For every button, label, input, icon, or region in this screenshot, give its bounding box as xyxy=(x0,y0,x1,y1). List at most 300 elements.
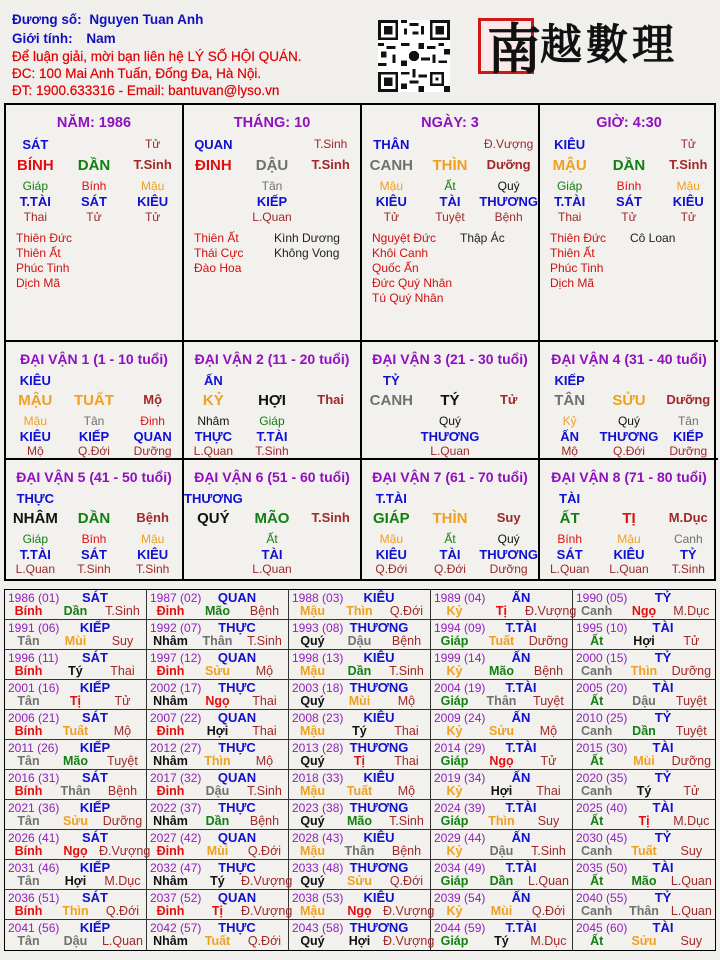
year-cell[interactable] xyxy=(573,830,715,859)
hidden-stem: Kỷ xyxy=(562,414,577,428)
year-branch: Dậu xyxy=(63,934,88,948)
hidden-ten-god: KIÊU xyxy=(613,547,645,562)
year-stem-branch-row xyxy=(573,724,715,738)
year-label: 2014 (29) xyxy=(434,741,486,755)
year-cell[interactable] xyxy=(147,710,289,739)
year-label: 1990 (05) xyxy=(576,591,628,605)
year-stem: Tân xyxy=(17,814,40,828)
year-branch: Thìn xyxy=(346,604,373,618)
year-phase: Thai xyxy=(394,724,419,738)
year-cell[interactable] xyxy=(431,830,573,859)
year-label: 2030 (45) xyxy=(576,831,628,845)
year-branch: Dần xyxy=(63,604,88,618)
year-phase: Mộ xyxy=(113,724,132,738)
year-ten-god: KIÊU xyxy=(363,710,395,725)
year-phase: Mộ xyxy=(397,694,416,708)
year-phase: Tử xyxy=(683,784,700,798)
hidden-stem: Bính xyxy=(81,179,107,193)
year-label: 2029 (44) xyxy=(434,831,486,845)
year-branch: Thìn xyxy=(62,904,89,918)
hidden-stem: Canh xyxy=(673,532,703,546)
earthly-branch: DẦN xyxy=(77,510,111,527)
year-branch: Sửu xyxy=(62,814,88,828)
year-stem: Bính xyxy=(14,664,43,678)
hidden-stem: Bính xyxy=(81,532,107,546)
year-phase: Q.Đới xyxy=(389,874,424,888)
hidden-phase: Tuyệt xyxy=(435,210,465,224)
year-cell[interactable] xyxy=(289,740,431,769)
year-phase: Tử xyxy=(114,694,131,708)
year-ten-god: QUAN xyxy=(217,830,257,845)
year-stem-branch-row xyxy=(431,814,572,828)
year-cell[interactable] xyxy=(5,740,147,769)
year-branch: Tý xyxy=(352,724,367,738)
year-stem-branch-row xyxy=(431,724,572,738)
year-branch: Dậu xyxy=(205,784,230,798)
year-stem-branch-row xyxy=(289,934,435,948)
year-phase: Suy xyxy=(537,814,560,828)
year-ten-god: SÁT xyxy=(82,830,108,845)
year-cell[interactable] xyxy=(5,830,151,859)
year-cell[interactable] xyxy=(573,860,715,889)
year-branch: Tị xyxy=(69,694,82,708)
luck-pillar-cell-1[interactable] xyxy=(6,342,184,460)
year-stem: Đinh xyxy=(156,904,185,918)
year-stem-branch-row xyxy=(289,904,435,918)
pillar-title: THÁNG: 10 xyxy=(233,115,311,131)
hidden-phases-row xyxy=(184,562,360,576)
earthly-branch: THÌN xyxy=(432,510,468,527)
year-phase: Mộ xyxy=(539,724,558,738)
year-cell[interactable] xyxy=(5,770,147,799)
year-cell[interactable] xyxy=(289,770,431,799)
ten-god: KIÊU xyxy=(19,373,51,388)
luck-pillar-cell-5[interactable] xyxy=(6,460,184,581)
year-branch: Mùi xyxy=(206,844,229,858)
hidden-phases-row xyxy=(540,210,718,224)
year-cell[interactable] xyxy=(289,830,431,859)
year-phase: Bệnh xyxy=(533,664,564,678)
bad-star: Không Vong xyxy=(274,246,340,260)
hidden-ten-god: KIÊU xyxy=(672,194,704,209)
year-branch: Mùi xyxy=(64,634,87,648)
year-phase: Suy xyxy=(111,634,134,648)
year-stem-branch-row xyxy=(431,784,572,798)
ten-god-row xyxy=(540,491,718,506)
year-ten-god: ẤN xyxy=(511,890,531,905)
year-cell[interactable] xyxy=(147,830,289,859)
hidden-stem: Tân xyxy=(261,179,283,193)
year-phase: T.Sinh xyxy=(389,664,424,678)
year-cell[interactable] xyxy=(147,860,293,889)
hidden-ten-god: TỶ xyxy=(679,547,697,562)
year-label: 2022 (37) xyxy=(150,801,202,815)
year-cell[interactable] xyxy=(573,650,715,679)
year-cell[interactable] xyxy=(431,710,573,739)
year-branch: Ngọ xyxy=(347,904,372,918)
year-cell[interactable] xyxy=(147,920,289,950)
year-cell[interactable] xyxy=(289,890,435,919)
year-ten-god: TỶ xyxy=(654,830,672,845)
year-label: 2020 (35) xyxy=(576,771,628,785)
heavenly-stem: MẬU xyxy=(552,157,587,174)
year-cell[interactable] xyxy=(573,680,715,709)
year-label: 2031 (46) xyxy=(8,861,60,875)
year-phase: Dưỡng xyxy=(102,814,143,828)
year-ten-god: TÀI xyxy=(652,860,674,875)
hidden-phase: Bệnh xyxy=(494,210,523,224)
year-stem: Quý xyxy=(300,814,325,828)
year-branch: Tị xyxy=(638,814,650,828)
stem-branch-row xyxy=(184,510,360,527)
year-ten-god: KIÊU xyxy=(363,590,395,605)
year-phase: Bệnh xyxy=(107,784,138,798)
growth-phase: Dưỡng xyxy=(666,392,711,407)
year-cell[interactable] xyxy=(5,860,147,889)
year-branch: Sửu xyxy=(631,934,657,948)
gender-line xyxy=(12,29,301,48)
year-label: 2037 (52) xyxy=(150,891,202,905)
hidden-stem: Giáp xyxy=(556,179,583,193)
year-phase: Tuyệt xyxy=(675,724,707,738)
luck-pillar-cell-3[interactable] xyxy=(362,342,540,460)
year-stem: Tân xyxy=(17,874,40,888)
ten-god-row xyxy=(362,373,538,388)
year-cell[interactable] xyxy=(289,860,431,889)
year-cell[interactable] xyxy=(573,590,715,619)
year-stem-branch-row xyxy=(147,904,293,918)
qr-code-icon[interactable] xyxy=(378,20,450,92)
year-cell[interactable] xyxy=(5,650,147,679)
earthly-branch: TÝ xyxy=(440,392,460,409)
good-star: Phúc Tinh xyxy=(16,261,70,275)
good-star: Nguyệt Đức xyxy=(372,231,437,245)
year-cell[interactable] xyxy=(431,920,573,950)
year-label: 2010 (25) xyxy=(576,711,628,725)
year-stem-branch-row xyxy=(431,844,572,858)
year-cell[interactable] xyxy=(5,800,147,829)
year-cell[interactable] xyxy=(147,800,289,829)
earthly-branch: HỢI xyxy=(258,392,286,409)
hidden-stems-row xyxy=(362,532,538,546)
year-stem: Canh xyxy=(581,904,613,918)
good-star: Thiên Ất xyxy=(550,246,595,260)
year-branch: Tý xyxy=(494,934,509,948)
year-cell[interactable] xyxy=(573,620,715,649)
earthly-branch: TUẤT xyxy=(73,392,114,409)
year-cell[interactable] xyxy=(431,770,573,799)
year-cell[interactable] xyxy=(431,680,573,709)
year-ten-god: TỶ xyxy=(654,590,672,605)
year-stem-branch-row xyxy=(573,634,715,648)
year-stem: Quý xyxy=(300,874,325,888)
luck-pillar-cell-2[interactable] xyxy=(184,342,362,460)
hidden-ten-god: THƯƠNG xyxy=(599,429,659,444)
ten-god-row xyxy=(6,373,182,388)
good-star: Thiên Ất xyxy=(194,231,239,245)
hidden-stems-row xyxy=(6,414,182,428)
year-cell[interactable] xyxy=(431,740,573,769)
hidden-stem: Quý xyxy=(497,179,520,193)
year-cell[interactable] xyxy=(5,590,147,619)
year-ten-god: TỶ xyxy=(654,710,672,725)
year-row xyxy=(5,680,715,710)
year-branch: Dần xyxy=(205,814,230,828)
year-label: 2016 (31) xyxy=(8,771,60,785)
year-stem-branch-row xyxy=(573,604,715,618)
year-phase: Bệnh xyxy=(249,604,280,618)
year-cell[interactable] xyxy=(431,650,573,679)
year-ten-god: ẤN xyxy=(511,830,531,845)
year-cell[interactable] xyxy=(431,620,573,649)
year-stem: Canh xyxy=(581,604,613,618)
luck-pillar-cell-4[interactable] xyxy=(540,342,718,460)
year-cell[interactable] xyxy=(431,890,573,919)
year-branch: Thân xyxy=(202,634,233,648)
year-stem-branch-row xyxy=(431,874,572,888)
hidden-ten-god: KIẾP xyxy=(256,194,288,209)
year-branch: Thân xyxy=(344,844,375,858)
year-cell[interactable] xyxy=(147,590,289,619)
hidden-gods-row xyxy=(6,429,182,444)
pillar-title: NGÀY: 3 xyxy=(421,115,479,131)
luck-pillar-cell-8[interactable] xyxy=(540,460,718,581)
year-label: 2017 (32) xyxy=(150,771,202,785)
hidden-phase: Tử xyxy=(680,210,696,224)
year-stem: Kỷ xyxy=(446,604,463,618)
year-phase: L.Quan xyxy=(670,904,712,918)
year-ten-god: THỰC xyxy=(218,800,256,815)
year-label: 2023 (38) xyxy=(292,801,344,815)
year-cell[interactable] xyxy=(289,710,431,739)
heavenly-stem: ĐINH xyxy=(194,157,232,174)
year-branch: Tị xyxy=(495,604,508,618)
hidden-ten-god: T.TÀI xyxy=(19,547,51,562)
pillar-cell-0 xyxy=(6,105,184,342)
heavenly-stem: ẤT xyxy=(559,510,580,527)
year-row xyxy=(5,890,715,920)
year-ten-god: ẤN xyxy=(511,710,531,725)
year-cell[interactable] xyxy=(147,890,293,919)
luck-pillar-title: ĐẠI VẬN 6 (51 - 60 tuổi) xyxy=(194,469,350,485)
year-label: 2011 (26) xyxy=(8,741,59,755)
year-branch: Hợi xyxy=(633,634,655,648)
year-label: 2004 (19) xyxy=(434,681,486,695)
good-star: Thiên Đức xyxy=(16,231,73,245)
hidden-phase: L.Quan xyxy=(193,444,234,458)
phase-top: Đ.Vượng xyxy=(484,137,534,151)
year-cell[interactable] xyxy=(147,650,289,679)
spacer xyxy=(479,414,538,428)
spacer xyxy=(362,414,421,428)
year-cell[interactable] xyxy=(431,800,573,829)
good-star: Đức Quý Nhân xyxy=(372,276,453,290)
earthly-branch: THÌN xyxy=(432,157,468,174)
growth-phase: Suy xyxy=(496,510,521,525)
ten-god-row xyxy=(540,373,718,388)
year-ten-god: KIẾP xyxy=(79,800,111,815)
year-cell[interactable] xyxy=(5,710,147,739)
year-cell[interactable] xyxy=(5,890,147,919)
year-phase: Mộ xyxy=(255,754,274,768)
spacer xyxy=(184,194,243,209)
year-ten-god: KIÊU xyxy=(363,890,395,905)
year-cell[interactable] xyxy=(5,680,147,709)
spacer xyxy=(301,532,360,546)
spacer xyxy=(301,194,360,209)
year-cell[interactable] xyxy=(289,680,431,709)
year-ten-god: T.TÀI xyxy=(505,740,537,755)
year-cell[interactable] xyxy=(289,650,431,679)
hidden-phases-row xyxy=(6,562,182,576)
seal-logo-icon xyxy=(478,17,541,81)
year-stem-branch-row xyxy=(5,874,146,888)
hidden-phases-row xyxy=(362,210,538,224)
year-phase: M.Dục xyxy=(530,934,567,948)
year-cell[interactable] xyxy=(147,680,289,709)
year-cell[interactable] xyxy=(573,710,715,739)
hidden-phase: Thai xyxy=(557,210,582,224)
year-phase: Tuyệt xyxy=(675,694,707,708)
year-ten-god: ẤN xyxy=(511,770,531,785)
year-stem-branch-row xyxy=(5,754,146,768)
hidden-ten-god: QUAN xyxy=(133,429,172,444)
spacer xyxy=(362,444,421,458)
earthly-branch: SỬU xyxy=(612,392,646,409)
year-row xyxy=(5,860,715,890)
luck-pillar-cell-6[interactable] xyxy=(184,460,362,581)
year-cell[interactable] xyxy=(573,800,715,829)
hidden-phase: Dưỡng xyxy=(133,444,172,458)
year-stem: Mậu xyxy=(299,664,325,678)
year-stem: Ất xyxy=(590,754,604,768)
growth-phase: Mộ xyxy=(143,392,163,407)
phase-top: Tử xyxy=(144,137,161,151)
year-phase: Tử xyxy=(540,754,557,768)
year-cell[interactable] xyxy=(5,620,147,649)
hidden-ten-god: THƯƠNG xyxy=(479,547,539,562)
year-cell[interactable] xyxy=(573,740,715,769)
spacer xyxy=(65,137,124,152)
year-stem-branch-row xyxy=(431,604,577,618)
hidden-stem: Tân xyxy=(677,414,699,428)
year-stem: Bính xyxy=(14,604,43,618)
hidden-phase: Thai xyxy=(23,210,47,224)
yearly-luck-table xyxy=(4,589,716,951)
year-stem: Nhâm xyxy=(153,814,188,828)
year-cell[interactable] xyxy=(147,740,289,769)
year-ten-god: THƯƠNG xyxy=(349,800,409,815)
hidden-stems-row xyxy=(540,532,718,546)
year-label: 2001 (16) xyxy=(8,681,60,695)
year-stem: Nhâm xyxy=(153,634,188,648)
year-stem-branch-row xyxy=(289,814,430,828)
luck-pillar-title: ĐẠI VẬN 2 (11 - 20 tuổi) xyxy=(194,351,350,367)
hidden-stem: Quý xyxy=(497,532,520,546)
year-stem: Bính xyxy=(14,784,43,798)
hidden-ten-god: T.TÀI xyxy=(19,194,51,209)
year-branch: Tuất xyxy=(631,844,657,858)
hidden-stems-row xyxy=(362,179,538,193)
hidden-ten-god: T.TÀI xyxy=(554,194,586,209)
year-cell[interactable] xyxy=(147,770,289,799)
year-stem: Đinh xyxy=(156,784,185,798)
year-cell[interactable] xyxy=(289,620,431,649)
year-cell[interactable] xyxy=(147,620,289,649)
year-cell[interactable] xyxy=(573,770,715,799)
year-ten-god: THƯƠNG xyxy=(349,740,409,755)
hidden-stems-row xyxy=(6,179,182,193)
year-cell[interactable] xyxy=(289,920,435,950)
year-label: 2027 (42) xyxy=(150,831,202,845)
year-branch: Sửu xyxy=(346,874,372,888)
year-label: 2034 (49) xyxy=(434,861,486,875)
year-stem: Quý xyxy=(300,694,325,708)
hidden-gods-row xyxy=(540,194,718,209)
spacer xyxy=(479,429,538,444)
hidden-phases-row xyxy=(184,444,360,458)
year-branch: Mão xyxy=(204,604,230,618)
luck-pillar-cell-7[interactable] xyxy=(362,460,540,581)
header xyxy=(0,0,720,100)
contact-line-3: ĐT: 1900.633316 - Email: bantuvan@lyso.vn xyxy=(12,83,280,98)
stem-branch-row xyxy=(362,510,538,527)
year-stem: Tân xyxy=(17,934,40,948)
year-cell[interactable] xyxy=(431,860,573,889)
hidden-stems-row xyxy=(540,414,718,428)
year-stem-branch-row xyxy=(573,694,715,708)
year-stem: Giáp xyxy=(440,934,469,948)
year-branch: Tuất xyxy=(346,784,373,798)
year-stem: Đinh xyxy=(156,844,185,858)
year-branch: Hợi xyxy=(490,784,513,798)
year-phase: Q.Đới xyxy=(247,934,282,948)
year-cell[interactable] xyxy=(5,920,147,950)
luck-pillar-title: ĐẠI VẬN 5 (41 - 50 tuổi) xyxy=(16,469,172,485)
year-stem-branch-row xyxy=(431,754,572,768)
year-label: 2015 (30) xyxy=(576,741,628,755)
year-branch: Hợi xyxy=(348,934,371,948)
hidden-ten-god: THƯƠNG xyxy=(420,429,480,444)
year-ten-god: TÀI xyxy=(652,800,674,815)
year-stem-branch-row xyxy=(431,694,572,708)
year-stem: Giáp xyxy=(440,814,469,828)
year-label: 1999 (14) xyxy=(434,651,486,665)
good-star: Khôi Canh xyxy=(372,246,429,260)
year-phase: Tuyệt xyxy=(107,754,138,768)
hidden-phase: Tử xyxy=(383,210,400,224)
year-ten-god: KIẾP xyxy=(79,620,111,635)
year-label: 1996 (11) xyxy=(8,651,59,665)
year-cell[interactable] xyxy=(289,800,431,829)
ten-god: KIẾP xyxy=(554,373,585,388)
year-phase: T.Sinh xyxy=(247,784,282,798)
year-phase: Bệnh xyxy=(391,634,422,648)
year-cell[interactable] xyxy=(289,590,431,619)
year-row xyxy=(5,770,715,800)
bad-star: Cô Loan xyxy=(630,231,676,245)
growth-phase: Dưỡng xyxy=(486,157,531,172)
year-cell[interactable] xyxy=(431,590,577,619)
hidden-gods-row xyxy=(6,194,182,209)
year-cell[interactable] xyxy=(573,890,715,919)
year-cell[interactable] xyxy=(573,920,715,950)
hidden-phases-row xyxy=(540,562,718,576)
hidden-phase: Mộ xyxy=(561,444,578,458)
year-label: 1993 (08) xyxy=(292,621,344,635)
hidden-stems-row xyxy=(184,179,360,193)
year-ten-god: KIẾP xyxy=(79,740,111,755)
